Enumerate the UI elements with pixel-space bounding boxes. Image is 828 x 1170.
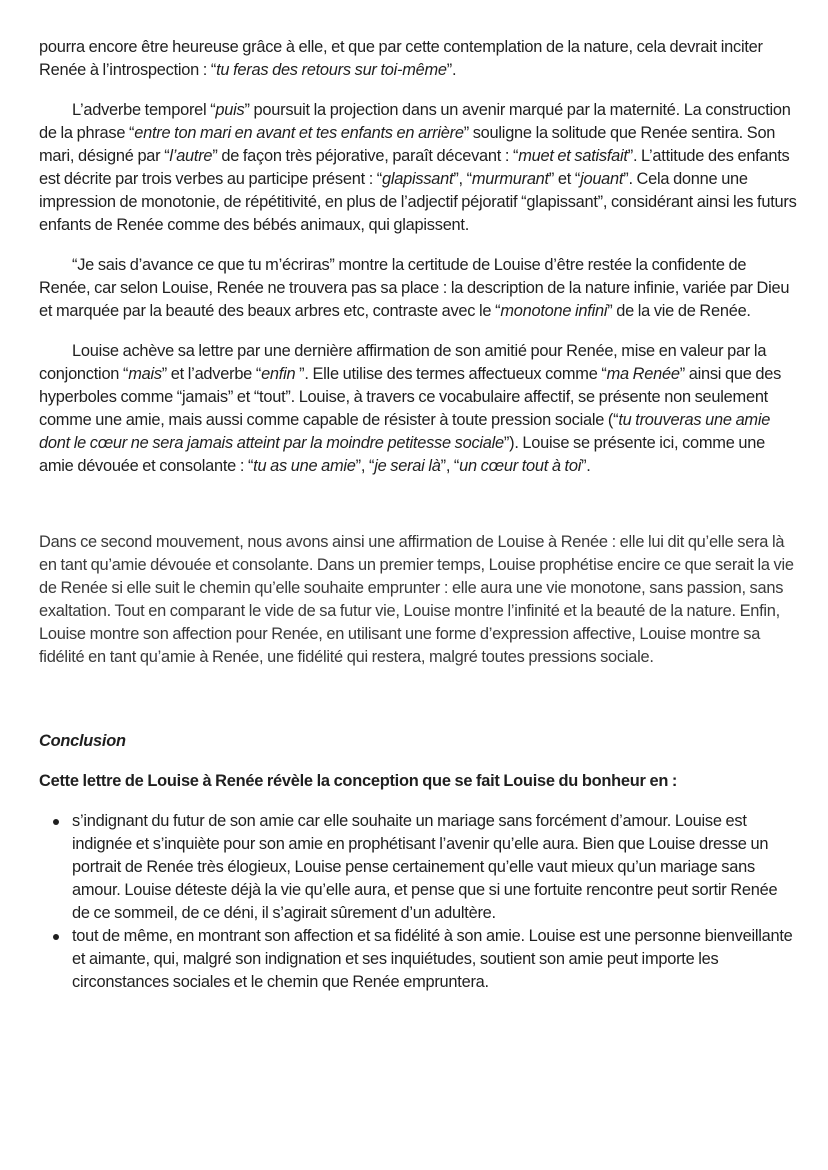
paragraph-introspection — [39, 36, 798, 82]
text-run: Louise achève sa lettre par une dernière affirmation de son amitié pour Renée, mise en valeur par la conjonction “ — [39, 342, 767, 383]
quoted-text: mais — [128, 365, 162, 383]
text-run: ” ainsi que des hyperboles comme “jamais” et “tout”. Louise, à travers ce vocabulaire affectif, se présente non seulement comme une amie, mais aussi comme capable de résister à toute pression sociale (“ — [39, 365, 782, 429]
text-run: L’adverbe temporel “ — [72, 101, 216, 119]
text-run: ”, “ — [453, 170, 472, 188]
text-run: ”, “ — [355, 457, 375, 475]
text-run: ”. Cela donne une impression de monotonie, de répétitivité, en plus de l’adjectif péjoratif “glapissant”, considérant ainsi les futurs enfants de Renée comme des bébés animaux, qui glapissent. — [39, 170, 797, 234]
conclusion-bullet-item — [72, 810, 798, 925]
text-run: ”. — [446, 61, 457, 79]
quoted-text: tu as une amie — [253, 457, 356, 475]
quoted-text: tu trouveras une amie dont le cœur ne sera jamais atteint par la moindre petitesse sociale — [39, 411, 771, 452]
text-run: ” souligne la solitude que Renée sentira. Son mari, désigné par “ — [39, 124, 776, 165]
quoted-text: puis — [215, 101, 245, 119]
text-run: ” de façon très péjorative, paraît décevant : “ — [212, 147, 519, 165]
quoted-text: monotone infini — [500, 302, 608, 320]
text-run: Dans ce second mouvement, nous avons ainsi une affirmation de Louise à Renée : elle lui dit qu’elle sera là en tant qu’amie dévouée et consolante. Dans un premier temps, Louise prophétise encire ce que serait la vie de Renée si elle suit le chemin qu’elle souhaite emprunter : elle aura une vie monotone, sans passion, sans exaltation. Tout en comparant le vide de sa futur vie, Louise montre l’infinité et la beauté de la nature. Enfin, Louise montre son affection pour Renée, en utilisant une forme d’expression affective, Louise montre sa fidélité en tant qu’amie à Renée, une fidélité qui restera, malgré toutes pressions sociale. — [39, 533, 794, 666]
quoted-text: tu feras des retours sur toi-même — [216, 61, 447, 79]
text-run: pourra encore être heureuse grâce à elle, et que par cette contemplation de la nature, cela devrait inciter Renée à l’introspection : “ — [39, 38, 763, 79]
paragraph-amitie — [39, 340, 798, 478]
text-run: ”. — [581, 457, 591, 475]
text-run: ”). Louise se présente ici, comme une amie dévouée et consolante : “ — [39, 434, 765, 475]
quoted-text: enfin — [261, 365, 300, 383]
bullet-text: tout de même, en montrant son affection et sa fidélité à son amie. Louise est une personne bienveillante et aimante, qui, malgré son indignation et ses inquiétudes, soutient son amie peut importe les circonstances sociales et le chemin que Renée empruntera. — [72, 927, 793, 991]
conclusion-heading: Conclusion — [39, 732, 126, 750]
bullet-dot-icon — [53, 819, 59, 825]
text-run: ”. Elle utilise des termes affectueux comme “ — [299, 365, 607, 383]
conclusion-bullet-list — [39, 810, 798, 994]
quoted-text: murmurant — [471, 170, 549, 188]
text-run: ”. L’attitude des enfants est décrite par trois verbes au participe présent : “ — [39, 147, 790, 188]
quoted-text: glapissant — [382, 170, 454, 188]
bullet-text: s’indignant du futur de son amie car elle souhaite un mariage sans forcément d’amour. Louise est indignée et s’inquiète pour son amie en prophétisant l’avenir qu’elle aura. Bien que Louise dresse un portrait de Renée très élogieux, Louise pense certainement qu’elle vaut mieux qu’un mariage sans amour. Louise déteste déjà la vie qu’elle aura, et pense que si une fortuite rencontre peut sortir Renée de ce sommeil, de ce déni, il s’agirait sûrement d’un adultère. — [72, 812, 778, 922]
bullet-dot-icon — [53, 934, 59, 940]
text-run: ” de la vie de Renée. — [607, 302, 751, 320]
text-run: ”, “ — [440, 457, 460, 475]
paragraph-second-mouvement-summary — [39, 531, 798, 669]
text-run: ” poursuit la projection dans un avenir marqué par la maternité. La construction de la phrase “ — [39, 101, 791, 142]
text-run: ” et “ — [548, 170, 581, 188]
quoted-text: jouant — [580, 170, 624, 188]
quoted-text: un cœur tout à toi — [459, 457, 582, 475]
quoted-text: entre ton mari en avant et tes enfants en arrière — [134, 124, 464, 142]
conclusion-lead: Cette lettre de Louise à Renée révèle la conception que se fait Louise du bonheur en : — [39, 772, 678, 790]
quoted-text: je serai là — [374, 457, 441, 475]
quoted-text: l’autre — [169, 147, 213, 165]
quoted-text: muet et satisfait — [518, 147, 628, 165]
paragraph-confidente — [39, 254, 798, 323]
conclusion-bullet-item — [72, 925, 798, 994]
paragraph-puis-maternite — [39, 99, 798, 237]
quoted-text: ma Renée — [606, 365, 680, 383]
text-run: ” et l’adverbe “ — [161, 365, 262, 383]
text-run: “Je sais d’avance ce que tu m’écriras” montre la certitude de Louise d’être restée la confidente de Renée, car selon Louise, Renée ne trouvera pas sa place : la description de la nature infinie, variée par Dieu et marquée par la beauté des beaux arbres etc, contraste avec le “ — [39, 256, 790, 320]
